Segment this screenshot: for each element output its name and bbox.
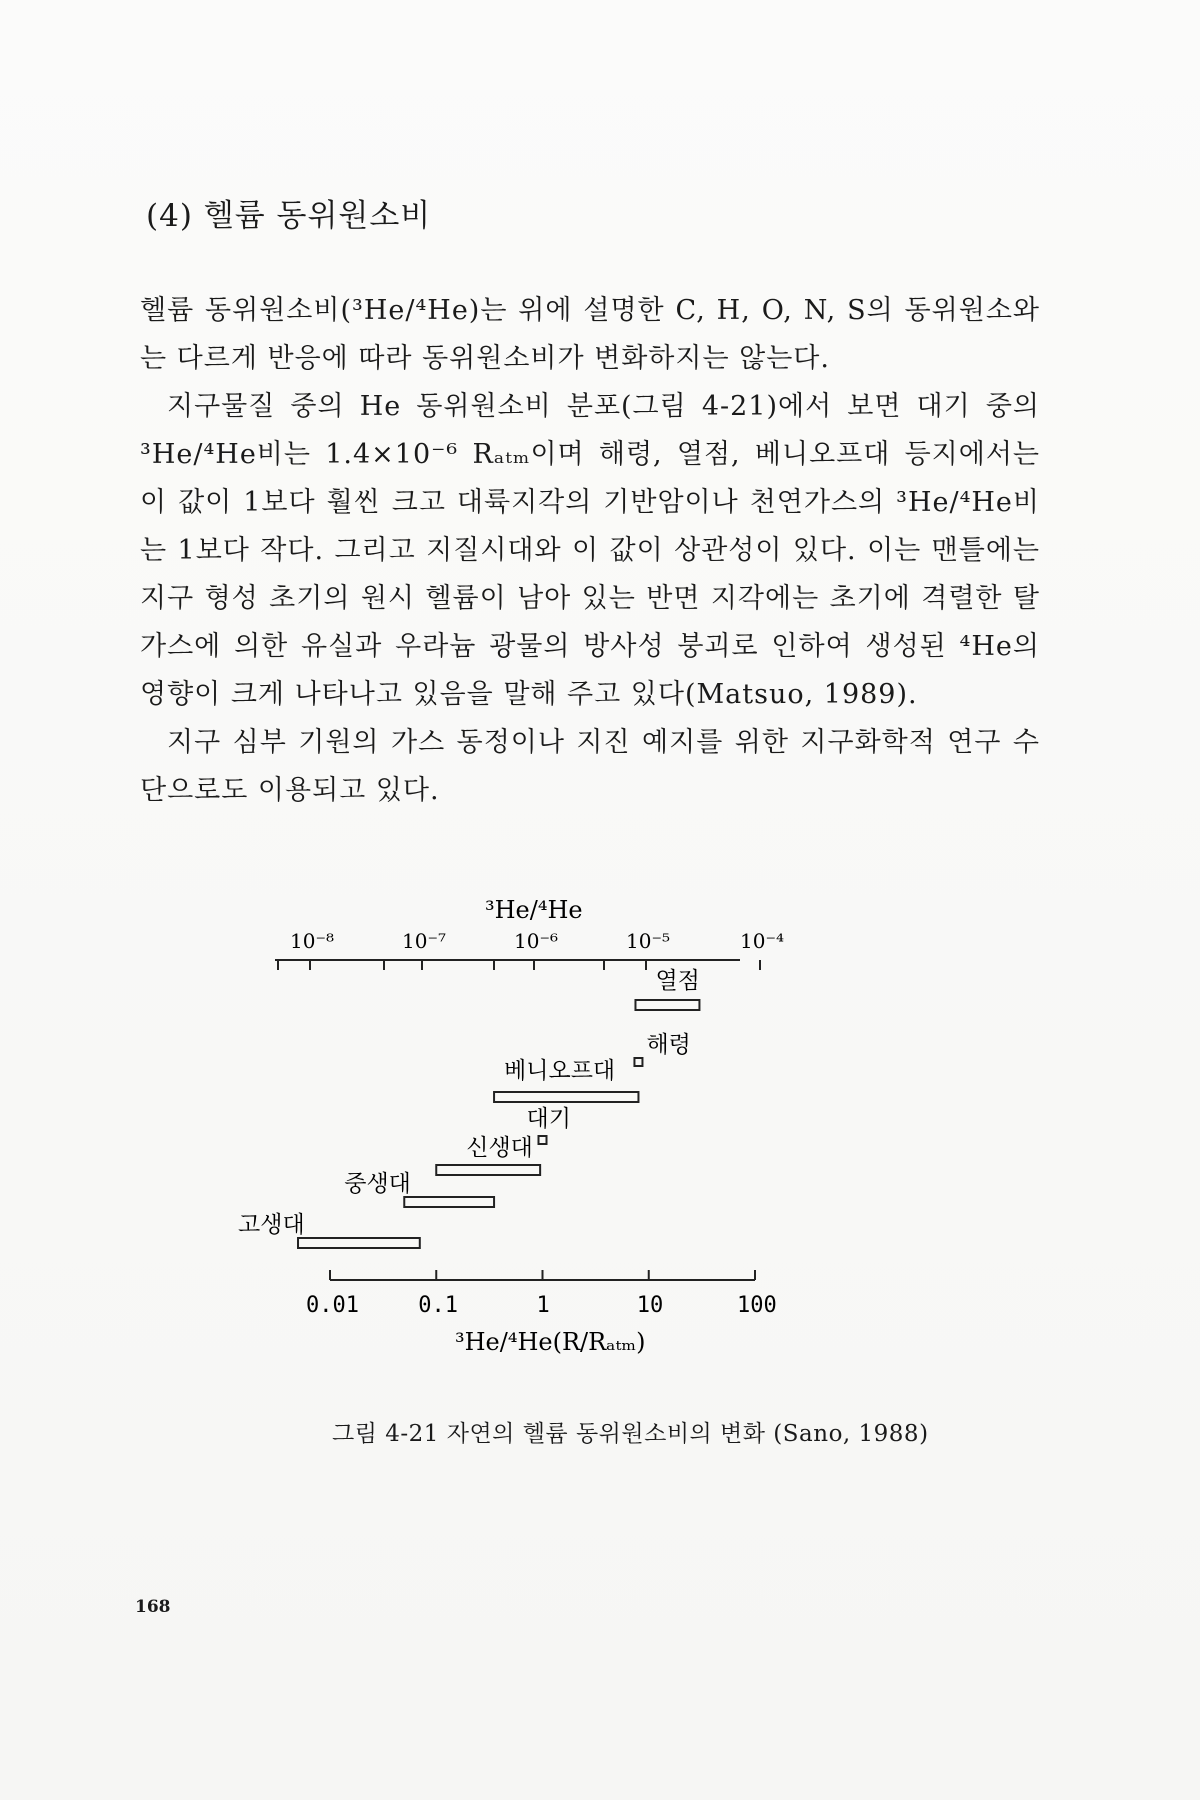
top-tick-label: 10⁻⁵ xyxy=(626,929,671,953)
bar-label: 베니오프대 xyxy=(504,1058,616,1084)
point-marker-해령 xyxy=(634,1058,642,1066)
range-bar-열점 xyxy=(635,1000,699,1010)
bar-label: 신생대 xyxy=(466,1135,533,1161)
top-tick-label: 10⁻⁴ xyxy=(740,929,785,953)
top-tick-label: 10⁻⁸ xyxy=(290,929,335,953)
range-bar-고생대 xyxy=(298,1238,420,1248)
top-axis-title: ³He/⁴He xyxy=(485,896,583,924)
helium-ratio-chart xyxy=(238,880,900,1400)
range-bar-중생대 xyxy=(404,1197,494,1207)
point-label: 대기 xyxy=(526,1106,571,1132)
paragraph-1: 헬륨 동위원소비(³He/⁴He)는 위에 설명한 C, H, O, N, S의 동위원소와는 다르게 반응에 따라 동위원소비가 변화하지는 않는다. xyxy=(140,295,1040,374)
point-marker-대기 xyxy=(539,1136,547,1144)
top-tick-label: 10⁻⁷ xyxy=(402,929,447,953)
range-bar-신생대 xyxy=(436,1165,540,1175)
figure-caption: 그림 4-21 자연의 헬륨 동위원소비의 변화 (Sano, 1988) xyxy=(332,1421,929,1447)
point-label: 해령 xyxy=(646,1032,691,1058)
paragraph-3: 지구 심부 기원의 가스 동정이나 지진 예지를 위한 지구화학적 연구 수단으로도 이용되고 있다. xyxy=(140,727,1040,806)
paragraph-2: 지구물질 중의 He 동위원소비 분포(그림 4-21)에서 보면 대기 중의 ³He/⁴He비는 1.4×10⁻⁶ Rₐₜₘ이며 해령, 열점, 베니오프대 등지에서는 이 값이 1보다 훨씬 크고 대륙지각의 기반암이나 천연가스의 ³He/⁴He비는 1보다 작다. 그리고 지질시대와 이 값이 상관성이 있다. 이는 맨틀에는 지구 형성 초기의 원시 헬륨이 남아 있는 반면 지각에는 초기에 격렬한 탈가스에 의한 유실과 우라늄 광물의 방사성 붕괴로 인하여 생성된 ⁴He의 영향이 크게 나타나고 있음을 말해 주고 있다(Matsuo, 1989). xyxy=(140,391,1040,710)
section-heading: (4) 헬륨 동위원소비 xyxy=(146,198,432,234)
bottom-tick-label: 0.01 xyxy=(306,1293,359,1318)
range-bar-베니오프대 xyxy=(494,1092,638,1102)
bottom-tick-label: 0.1 xyxy=(418,1293,458,1318)
bottom-tick-label: 100 xyxy=(737,1293,777,1318)
page-content xyxy=(140,110,1040,815)
top-tick-label: 10⁻⁶ xyxy=(514,929,559,953)
page-number: 168 xyxy=(135,1597,171,1617)
bar-label: 고생대 xyxy=(238,1212,305,1238)
bar-label: 열점 xyxy=(655,968,700,994)
bottom-tick-label: 1 xyxy=(536,1293,550,1318)
figure-4-21 xyxy=(238,880,900,1356)
bottom-axis-title: ³He/⁴He(R/Rₐₜₘ) xyxy=(455,1328,646,1356)
bar-label: 중생대 xyxy=(344,1171,411,1197)
bottom-tick-label: 10 xyxy=(636,1293,664,1318)
